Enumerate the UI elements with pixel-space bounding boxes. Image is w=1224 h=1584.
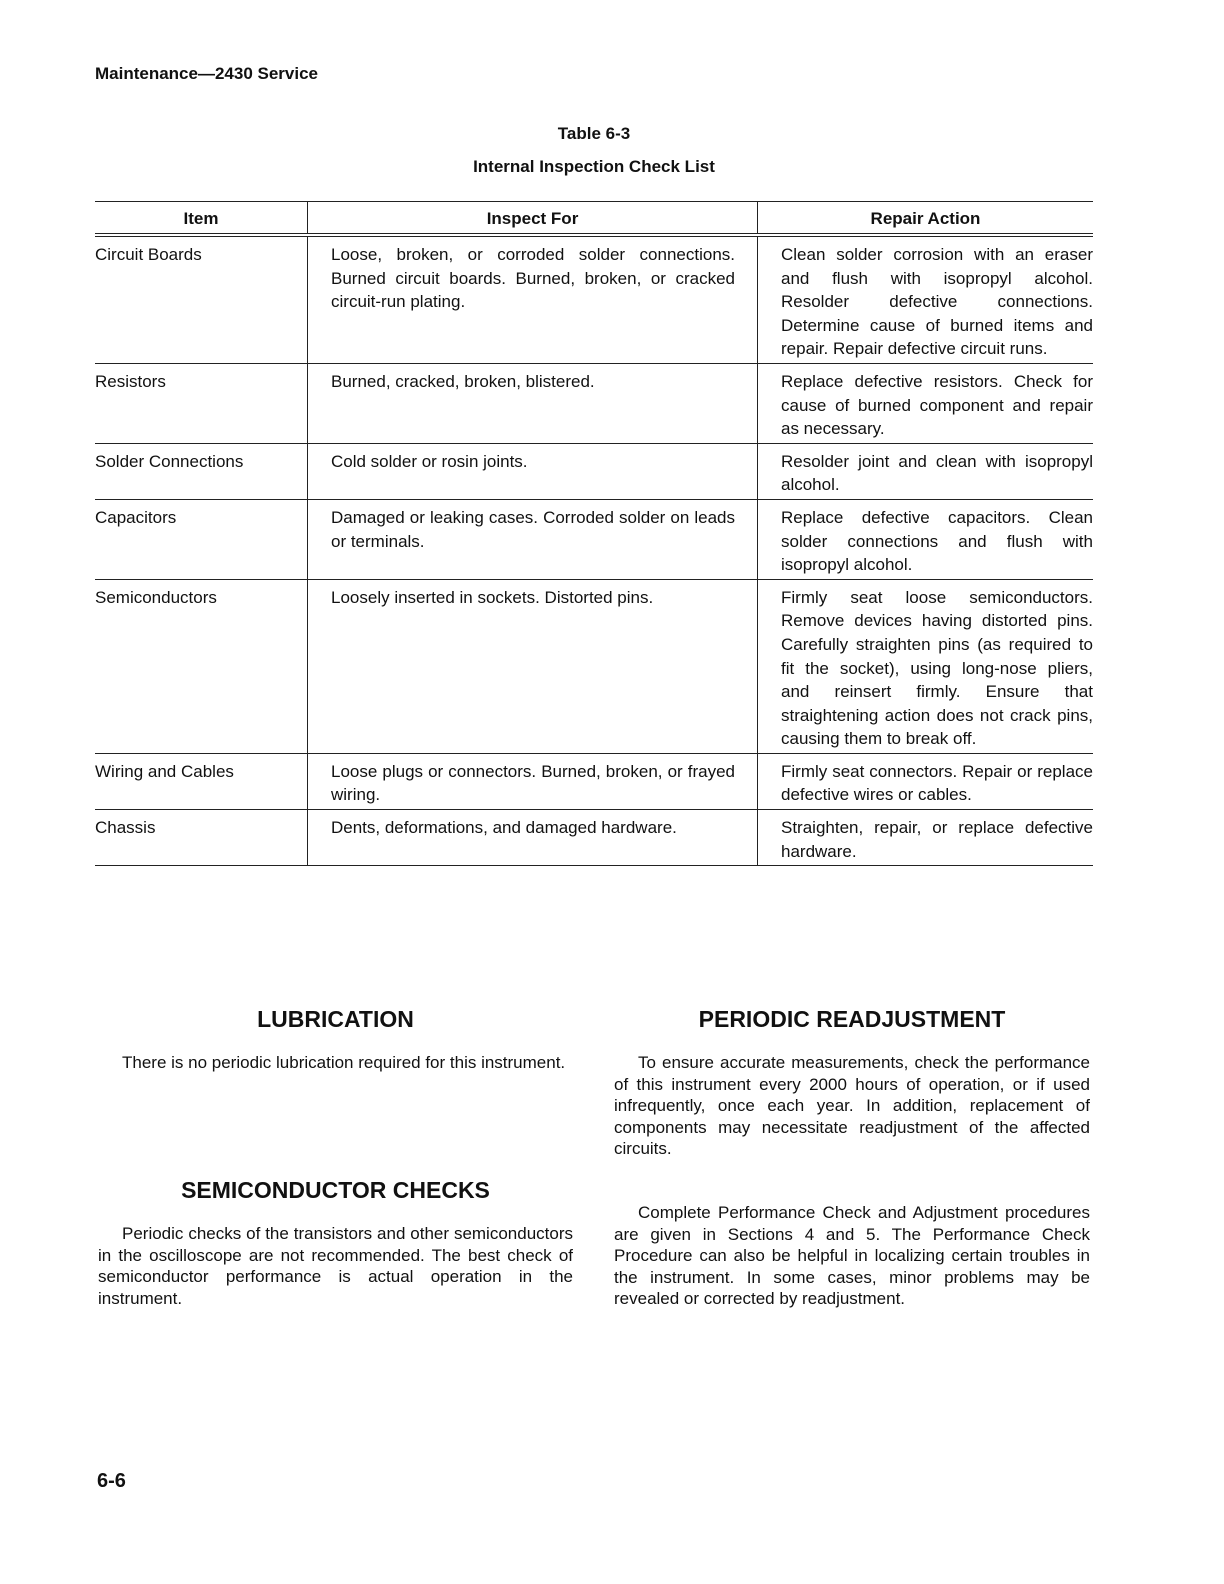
item-cell: Circuit Boards [95, 235, 308, 363]
repair-cell: Clean solder corrosion with an eraser and flush with isopropyl alcohol. Resolder defective connections. Determine cause of burned items and repair. Repair defective circuit runs. [758, 235, 1094, 363]
inspect-cell: Loose, broken, or corroded solder connections. Burned circuit boards. Burned, broken, or cracked circuit-run plating. [308, 235, 758, 363]
column-header-item: Item [95, 202, 308, 236]
inspect-cell: Burned, cracked, broken, blistered. [308, 363, 758, 443]
periodic-readjustment-paragraph-1: To ensure accurate measurements, check the performance of this instrument every 2000 hours of operation, or if used infrequently, once each year. In addition, replacement of components may necessitate readjustment of the affected circuits. [614, 1053, 1090, 1158]
lubrication-heading: LUBRICATION [257, 1006, 414, 1032]
repair-cell: Replace defective capacitors. Clean solder connections and flush with isopropyl alcohol. [758, 499, 1094, 579]
table-header-row [95, 202, 1093, 236]
table-row [95, 753, 1093, 809]
lubrication-paragraph: There is no periodic lubrication required for this instrument. [122, 1053, 566, 1072]
running-header: Maintenance—2430 Service [95, 64, 319, 83]
page-number: 6-6 [97, 1470, 126, 1492]
item-cell: Solder Connections [95, 443, 308, 499]
repair-cell: Resolder joint and clean with isopropyl alcohol. [758, 443, 1094, 499]
repair-cell: Firmly seat loose semiconductors. Remove devices having distorted pins. Carefully straighten pins (as required to fit the socket), using long-nose pliers, and reinsert firmly. Ensure that straightening action does not crack pins, causing them to break off. [758, 579, 1094, 753]
inspect-cell: Loose plugs or connectors. Burned, broken, or frayed wiring. [308, 753, 758, 809]
item-cell: Semiconductors [95, 579, 308, 753]
table-row [95, 810, 1093, 866]
item-cell: Resistors [95, 363, 308, 443]
table-row [95, 235, 1093, 363]
inspect-cell: Damaged or leaking cases. Corroded solder on leads or terminals. [308, 499, 758, 579]
inspect-cell: Cold solder or rosin joints. [308, 443, 758, 499]
column-header-inspect-for: Inspect For [308, 202, 758, 236]
table-row [95, 443, 1093, 499]
periodic-readjustment-heading: PERIODIC READJUSTMENT [698, 1006, 1006, 1032]
table-row [95, 363, 1093, 443]
table-row [95, 499, 1093, 579]
inspect-cell: Dents, deformations, and damaged hardware. [308, 810, 758, 866]
semiconductor-checks-paragraph: Periodic checks of the transistors and other semiconductors in the oscilloscope are not recommended. The best check of semiconductor performance is actual operation in the instrument. [98, 1224, 573, 1308]
inspection-table [95, 201, 1093, 866]
periodic-readjustment-paragraph-2: Complete Performance Check and Adjustment procedures are given in Sections 4 and 5. The Performance Check Procedure can also be helpful in localizing certain troubles in the instrument. In some cases, minor problems may be revealed or corrected by readjustment. [614, 1203, 1090, 1308]
item-cell: Chassis [95, 810, 308, 866]
inspect-cell: Loosely inserted in sockets. Distorted pins. [308, 579, 758, 753]
item-cell: Capacitors [95, 499, 308, 579]
column-header-repair-action: Repair Action [758, 202, 1094, 236]
repair-cell: Straighten, repair, or replace defective hardware. [758, 810, 1094, 866]
item-cell: Wiring and Cables [95, 753, 308, 809]
table-caption: Internal Inspection Check List [473, 157, 715, 176]
repair-cell: Firmly seat connectors. Repair or replace defective wires or cables. [758, 753, 1094, 809]
table-row [95, 579, 1093, 753]
repair-cell: Replace defective resistors. Check for cause of burned component and repair as necessary. [758, 363, 1094, 443]
semiconductor-checks-heading: SEMICONDUCTOR CHECKS [181, 1177, 490, 1203]
table-number: Table 6-3 [557, 124, 631, 143]
